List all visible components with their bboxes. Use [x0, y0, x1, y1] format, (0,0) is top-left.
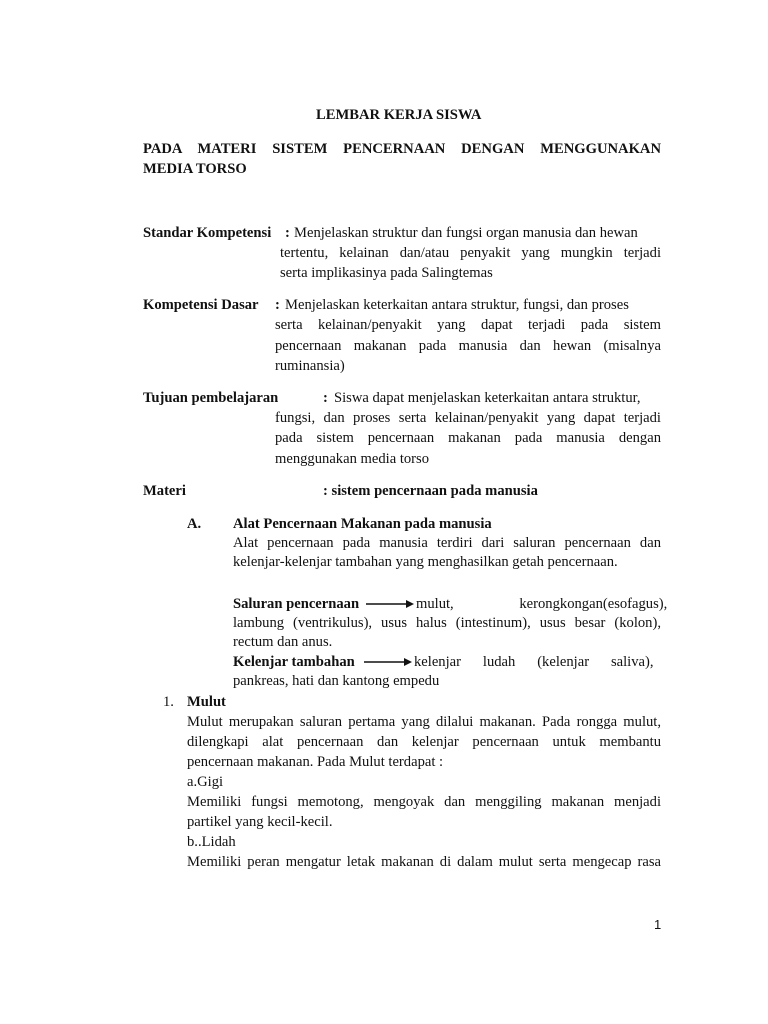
materi-label: Materi [143, 483, 186, 499]
tp-text-line: Siswa dapat menjelaskan keterkaitan antara struktur, [334, 390, 641, 406]
item-1-line: b..Lidah [187, 834, 236, 850]
item-1-heading: Mulut [187, 694, 226, 710]
subtitle-line-2: MEDIA TORSO [143, 161, 247, 177]
tp-label: Tujuan pembelajaran [143, 390, 279, 406]
section-a-heading: Alat Pencernaan Makanan pada manusia [233, 516, 492, 532]
sk-colon: : [285, 225, 290, 241]
sk-text-line: tertentu, kelainan dan/atau penyakit yang mungkin terjadi [280, 245, 661, 261]
sk-text-line: Menjelaskan struktur dan fungsi organ manusia dan hewan [294, 225, 638, 241]
item-1-line: partikel yang kecil-kecil. [187, 814, 333, 830]
item-1-line: Mulut merupakan saluran pertama yang dilalui makanan. Pada rongga mulut, [187, 714, 661, 730]
saluran-label: Saluran pencernaan [233, 596, 360, 612]
kelenjar-label: Kelenjar tambahan [233, 654, 355, 670]
section-a-intro-line: kelenjar-kelenjar tambahan yang menghasilkan getah pencernaan. [233, 554, 618, 570]
item-1-line: Memiliki fungsi memotong, mengoyak dan menggiling makanan menjadi [187, 794, 661, 810]
item-1-line: dilengkapi alat pencernaan dan kelenjar pencernaan untuk membantu [187, 734, 661, 750]
tp-colon: : [323, 390, 328, 406]
page-number: 1 [654, 917, 662, 932]
item-1-line: pencernaan makanan. Pada Mulut terdapat : [187, 754, 444, 770]
kelenjar-first-line: kelenjar ludah (kelenjar saliva), [414, 654, 654, 670]
kelenjar-text-line: pankreas, hati dan kantong empedu [233, 673, 440, 689]
sk-label: Standar Kompetensi [143, 225, 272, 241]
kd-colon: : [275, 297, 280, 313]
kd-text-line: serta kelainan/penyakit yang dapat terjadi pada sistem [275, 317, 661, 333]
tp-text-line: menggunakan media torso [275, 451, 430, 467]
saluran-first-line: mulut, kerongkongan(esofagus), [416, 596, 668, 612]
sk-text-line: serta implikasinya pada Salingtemas [280, 265, 493, 281]
materi-value: : sistem pencernaan pada manusia [323, 483, 538, 499]
kd-label: Kompetensi Dasar [143, 297, 259, 313]
kd-text-line: Menjelaskan keterkaitan antara struktur, fungsi, dan proses [285, 297, 629, 313]
item-1-line: a.Gigi [187, 774, 224, 790]
saluran-text-line: lambung (ventrikulus), usus halus (intestinum), usus besar (kolon), [233, 615, 661, 631]
tp-text-line: pada sistem pencernaan makanan pada manusia dengan [275, 430, 661, 446]
tp-text-line: fungsi, dan proses serta kelainan/penyakit yang dapat terjadi [275, 410, 661, 426]
subtitle-line-1: PADA MATERI SISTEM PENCERNAAN DENGAN MENGGUNAKAN [143, 141, 661, 157]
item-1-line: Memiliki peran mengatur letak makanan di dalam mulut serta mengecap rasa [187, 854, 661, 870]
kd-text-line: pencernaan makanan pada manusia dan hewan (misalnya [275, 338, 661, 354]
page-title: LEMBAR KERJA SISWA [316, 107, 482, 123]
kd-text-line: ruminansia) [275, 358, 345, 374]
section-a-intro-line: Alat pencernaan pada manusia terdiri dari saluran pencernaan dan [233, 535, 661, 551]
item-1-number: 1. [163, 694, 174, 710]
section-a-marker: A. [187, 516, 202, 532]
saluran-text-line: rectum dan anus. [233, 634, 333, 650]
